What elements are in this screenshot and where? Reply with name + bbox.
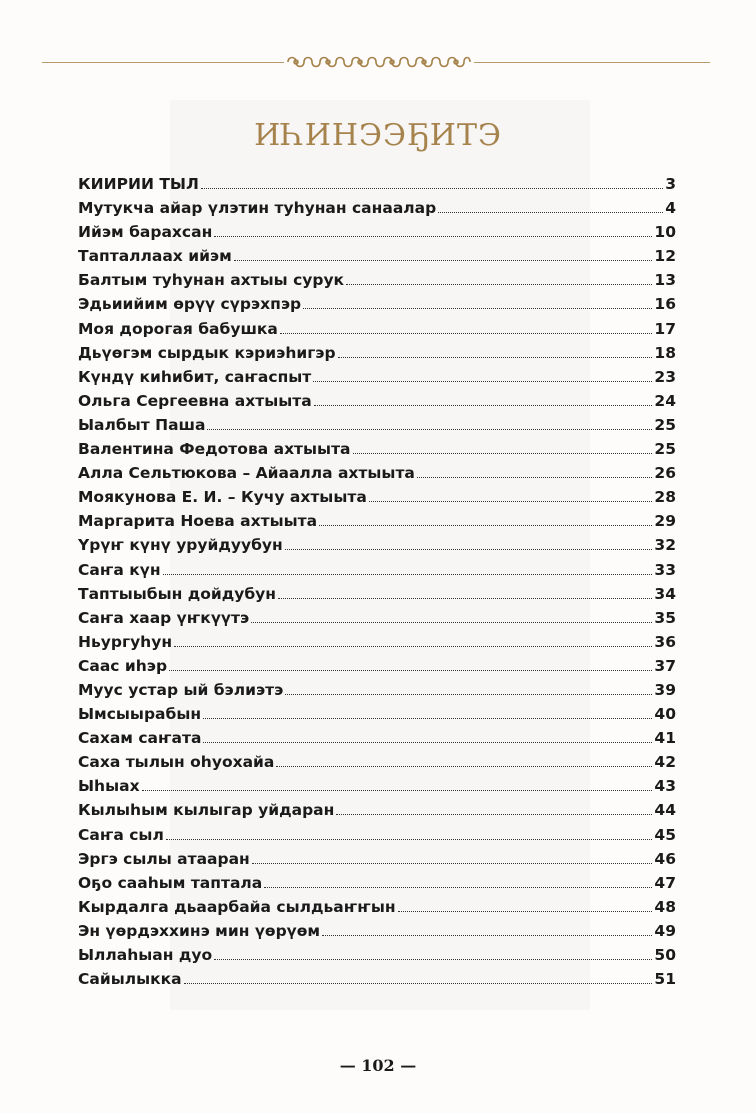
toc-entry[interactable] xyxy=(78,823,676,847)
toc-entry-title: Күндү киһибит, саҥаспыт xyxy=(78,367,312,386)
toc-entry-title: Валентина Федотова ахтыыта xyxy=(78,440,351,459)
toc-entry-title: Моя дорогая бабушка xyxy=(78,319,278,338)
toc-entry-page: 42 xyxy=(654,753,676,772)
toc-entry[interactable] xyxy=(78,967,676,991)
toc-entry-page: 51 xyxy=(654,970,676,989)
toc-entry-title: Саҥа күн xyxy=(78,560,161,579)
toc-dot-leader xyxy=(322,935,652,936)
toc-entry-title: Саас иһэр xyxy=(78,656,168,675)
toc-entry-page: 16 xyxy=(654,295,676,314)
toc-entry-title: Таптыыбын дойдубун xyxy=(78,584,276,603)
ornamental-divider xyxy=(42,52,710,72)
toc-entry[interactable] xyxy=(78,726,676,750)
toc-entry-page: 12 xyxy=(654,247,676,266)
toc-entry-page: 46 xyxy=(654,849,676,868)
toc-entry-page: 29 xyxy=(654,512,676,531)
toc-dot-leader xyxy=(203,742,652,743)
toc-entry[interactable] xyxy=(78,871,676,895)
toc-entry-title: Эдьиийим өрүү сүрэхпэр xyxy=(78,295,302,314)
toc-entry[interactable] xyxy=(78,533,676,557)
toc-entry-page: 28 xyxy=(654,488,676,507)
toc-dot-leader xyxy=(338,357,653,358)
ornament-icon xyxy=(284,52,474,72)
toc-dot-leader xyxy=(184,983,653,984)
toc-entry-title: Оҕо сааһым таптала xyxy=(78,873,263,892)
toc-entry[interactable] xyxy=(78,558,676,582)
toc-dot-leader xyxy=(166,839,653,840)
toc-dot-leader xyxy=(207,429,652,430)
toc-dot-leader xyxy=(303,308,652,309)
toc-entry-page: 45 xyxy=(654,825,676,844)
toc-entry[interactable] xyxy=(78,919,676,943)
toc-entry[interactable] xyxy=(78,895,676,919)
toc-entry[interactable] xyxy=(78,750,676,774)
toc-entry-page: 47 xyxy=(654,873,676,892)
divider-line-left xyxy=(42,62,284,63)
toc-entry-title: Эн үөрдэххинэ мин үөрүөм xyxy=(78,921,321,940)
toc-entry[interactable] xyxy=(78,292,676,316)
toc-entry[interactable] xyxy=(78,798,676,822)
divider-line-right xyxy=(474,62,710,63)
toc-entry-title: Балтым туһунан ахтыы сурук xyxy=(78,271,345,290)
toc-dot-leader xyxy=(417,477,653,478)
toc-entry-page: 50 xyxy=(654,946,676,964)
toc-entry-page: 33 xyxy=(654,560,676,579)
toc-entry-page: 39 xyxy=(654,680,676,699)
toc-entry-page: 18 xyxy=(654,343,676,362)
toc-entry-page: 25 xyxy=(654,440,676,459)
toc-entry-title: Маргарита Ноева ахтыыта xyxy=(78,512,318,531)
toc-dot-leader xyxy=(346,284,652,285)
toc-entry[interactable] xyxy=(78,413,676,437)
toc-entry-page: 23 xyxy=(654,367,676,386)
toc-dot-leader xyxy=(285,694,652,695)
toc-entry-title: Ийэм барахсан xyxy=(78,223,213,242)
toc-entry-title: Кылыһым кылыгар уйдаран xyxy=(78,801,335,820)
toc-dot-leader xyxy=(214,236,652,237)
toc-dot-leader xyxy=(285,549,653,550)
toc-entry-page: 43 xyxy=(654,777,676,796)
toc-entry-page: 25 xyxy=(654,415,676,434)
toc-entry[interactable] xyxy=(78,317,676,341)
table-of-contents xyxy=(78,172,676,991)
toc-entry-title: Ыһыах xyxy=(78,777,140,796)
toc-entry[interactable] xyxy=(78,437,676,461)
toc-entry[interactable] xyxy=(78,389,676,413)
toc-entry-title: Муус устар ый бэлиэтэ xyxy=(78,680,284,699)
toc-entry-title: Саҥа хаар үҥкүүтэ xyxy=(78,608,250,627)
toc-entry[interactable] xyxy=(78,268,676,292)
toc-entry[interactable] xyxy=(78,172,676,196)
toc-entry-title: Сахам саҥата xyxy=(78,729,202,748)
toc-entry-title: Сайылыкка xyxy=(78,970,182,989)
toc-dot-leader xyxy=(201,188,663,189)
toc-entry-title: Ымсыырабын xyxy=(78,705,202,724)
toc-dot-leader xyxy=(174,646,652,647)
toc-entry[interactable] xyxy=(78,847,676,871)
toc-entry-page: 24 xyxy=(654,391,676,410)
toc-dot-leader xyxy=(313,381,652,382)
toc-dot-leader xyxy=(163,574,653,575)
toc-entry-page: 3 xyxy=(665,175,676,193)
toc-dot-leader xyxy=(252,863,653,864)
toc-dot-leader xyxy=(398,911,653,912)
toc-entry-page: 26 xyxy=(654,464,676,483)
toc-entry-page: 44 xyxy=(654,801,676,820)
toc-dot-leader xyxy=(438,212,663,213)
toc-entry-page: 40 xyxy=(654,705,676,724)
toc-entry[interactable] xyxy=(78,678,676,702)
toc-dot-leader xyxy=(369,501,653,502)
toc-entry[interactable] xyxy=(78,461,676,485)
toc-dot-leader xyxy=(142,790,653,791)
toc-entry-page: 37 xyxy=(654,656,676,675)
toc-entry-page: 13 xyxy=(654,271,676,290)
toc-entry-title: Үрүҥ күнү уруйдуубун xyxy=(78,536,283,555)
toc-dot-leader xyxy=(169,670,652,671)
toc-dot-leader xyxy=(280,333,653,334)
toc-entry-page: 36 xyxy=(654,632,676,651)
toc-entry-title: Ольга Сергеевна ахтыыта xyxy=(78,391,312,410)
page-number: — 102 — xyxy=(339,1056,417,1075)
toc-entry[interactable] xyxy=(78,654,676,678)
toc-entry-title: Эргэ сылы атааран xyxy=(78,849,250,868)
toc-entry[interactable] xyxy=(78,630,676,654)
toc-dot-leader xyxy=(234,260,653,261)
page-title: ИҺИНЭЭҔИТЭ xyxy=(254,118,502,153)
toc-entry-title: Ыллаһыан дуо xyxy=(78,946,213,964)
toc-entry-page: 48 xyxy=(654,897,676,916)
toc-entry[interactable] xyxy=(78,341,676,365)
toc-dot-leader xyxy=(214,959,652,960)
toc-dot-leader xyxy=(336,814,652,815)
toc-entry-page: 32 xyxy=(654,536,676,555)
toc-dot-leader xyxy=(278,598,652,599)
toc-entry-page: 49 xyxy=(654,921,676,940)
toc-entry[interactable] xyxy=(78,244,676,268)
toc-entry[interactable] xyxy=(78,582,676,606)
toc-entry-page: 41 xyxy=(654,729,676,748)
toc-dot-leader xyxy=(276,766,652,767)
toc-entry[interactable] xyxy=(78,606,676,630)
toc-entry-title: Мутукча айар үлэтин туһунан санаалар xyxy=(78,199,437,218)
toc-entry-page: 35 xyxy=(654,608,676,627)
toc-entry[interactable] xyxy=(78,509,676,533)
toc-entry[interactable] xyxy=(78,943,676,967)
toc-entry-title: Моякунова Е. И. – Кучу ахтыыта xyxy=(78,488,367,507)
toc-dot-leader xyxy=(353,453,653,454)
toc-entry[interactable] xyxy=(78,774,676,798)
toc-entry-title: Кырдалга дьаарбайа сылдьаҥҥын xyxy=(78,897,396,916)
toc-dot-leader xyxy=(203,718,652,719)
toc-entry[interactable] xyxy=(78,365,676,389)
toc-dot-leader xyxy=(314,405,653,406)
toc-entry-page: 17 xyxy=(654,319,676,338)
toc-entry-title: Ньургуһун xyxy=(78,632,173,651)
toc-entry-page: 10 xyxy=(654,223,676,242)
toc-entry-title: КИИРИИ ТЫЛ xyxy=(78,175,199,193)
toc-entry-title: Ыалбыт Паша xyxy=(78,415,206,434)
toc-entry[interactable] xyxy=(78,220,676,244)
toc-entry[interactable] xyxy=(78,485,676,509)
toc-entry[interactable] xyxy=(78,702,676,726)
toc-entry-title: Алла Сельтюкова – Айаалла ахтыыта xyxy=(78,464,415,483)
toc-entry-title: Дьүөгэм сырдык кэриэһигэр xyxy=(78,343,336,362)
toc-entry-title: Саха тылын оһуохайа xyxy=(78,753,275,772)
toc-entry-title: Саҥа сыл xyxy=(78,825,164,844)
toc-dot-leader xyxy=(319,525,652,526)
toc-entry-page: 4 xyxy=(665,199,676,218)
toc-entry-page: 34 xyxy=(654,584,676,603)
toc-entry[interactable] xyxy=(78,196,676,220)
toc-dot-leader xyxy=(264,887,652,888)
toc-dot-leader xyxy=(251,622,652,623)
toc-entry-title: Тапталлаах ийэм xyxy=(78,247,232,266)
